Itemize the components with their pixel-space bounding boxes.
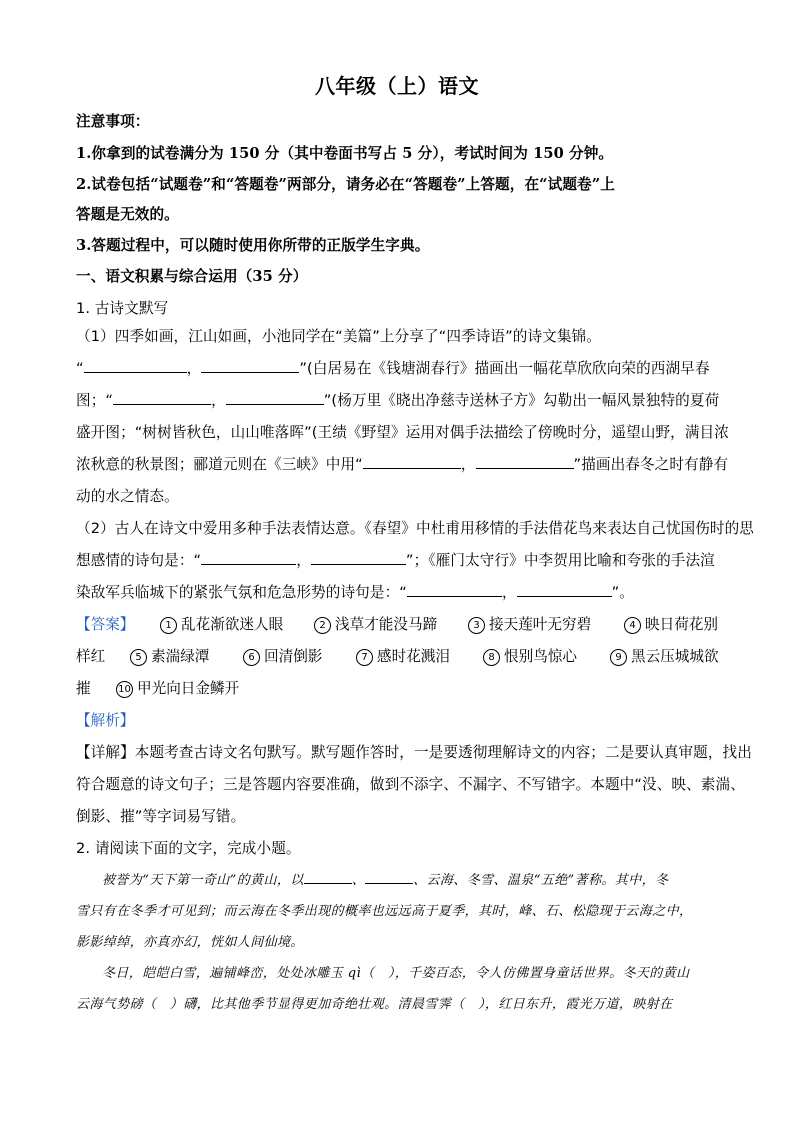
circled-number-icon: 7 — [356, 649, 373, 666]
text-fragment: 、 — [351, 873, 366, 888]
text-fragment: 想感情的诗句是：“ — [76, 552, 202, 569]
answer-blank[interactable] — [226, 391, 324, 405]
text-fragment: 、云海、冬雪、温泉“五绝”著称。其中，冬 — [413, 873, 669, 888]
text-fragment: 被誉为“天下第一奇山”的黄山，以 — [102, 873, 304, 888]
text-fragment: ， — [211, 392, 226, 409]
circled-number-icon: 4 — [624, 617, 641, 634]
detail-line-3: 倒影、摧”等字词易写错。 — [76, 808, 246, 825]
text-fragment: ， — [501, 584, 517, 601]
text-fragment: “ — [76, 360, 84, 377]
answer-text: 接天莲叶无穷碧 — [489, 616, 592, 633]
answer-blank[interactable] — [365, 872, 413, 884]
answer-text: 映日荷花别 — [645, 616, 718, 633]
question-1-part-2-line-2 — [76, 549, 715, 570]
circled-number-icon: 1 — [160, 617, 177, 634]
passage-line-1 — [102, 869, 668, 888]
answer-blank[interactable] — [363, 455, 461, 469]
answer-text: 素湍绿潭 — [151, 648, 210, 665]
circled-number-icon: 9 — [610, 649, 627, 666]
text-fragment: ”描画出春冬之时有静有 — [573, 456, 729, 473]
answer-item — [160, 613, 283, 634]
answer-blank[interactable] — [311, 551, 406, 565]
answer-text: 感时花溅泪 — [377, 648, 450, 665]
text-fragment: ”。 — [611, 584, 634, 601]
answer-blank[interactable] — [201, 359, 299, 373]
answer-text: 甲光向日金鳞开 — [137, 680, 240, 697]
question-1-line-4: 盛开图；“树树皆秋色，山山唯落晖”(王绩《野望》运用对偶手法描绘了傍晚时分，遥望山野，满目浓 — [76, 424, 729, 441]
text-fragment: ”(白居易在《钱塘湖春行》描画出一幅花草欣欣向荣的西湖早春 — [299, 360, 710, 377]
answer-text: 乱花渐欲迷人眼 — [181, 616, 284, 633]
question-1-part-2: （2）古人在诗文中爱用多种手法表情达意。《春望》中杜甫用移情的手法借花鸟来表达自己忧国伤时的思 — [76, 520, 755, 537]
text-fragment: 浓秋意的秋景图；郦道元则在《三峡》中用“ — [76, 456, 363, 473]
circled-number-icon: 6 — [243, 649, 260, 666]
answer-text: 恨别鸟惊心 — [504, 648, 577, 665]
question-1-title: 1. 古诗文默写 — [76, 300, 169, 317]
notice-item-1: 1.你拿到的试卷满分为 150 分（其中卷面书写占 5 分），考试时间为 150 分钟。 — [76, 145, 614, 162]
answer-item — [610, 645, 719, 666]
answer-text: 黑云压城城欲 — [631, 648, 719, 665]
text-fragment: ”(杨万里《晓出净慈寺送林子方》勾勒出一幅风景独特的夏荷 — [323, 392, 720, 409]
circled-number-icon: 5 — [130, 649, 147, 666]
notice-item-2-cont: 答题是无效的。 — [76, 206, 179, 223]
answer-blank[interactable] — [476, 455, 574, 469]
detail-line-2: 符合题意的诗文句子；三是答题内容要准确，做到不添字、不漏字、不写错字。本题中“没、映、素湍、 — [76, 776, 745, 793]
passage-line-4: 冬日，皑皑白雪，遍铺峰峦，处处冰雕玉 qì（ ），千姿百态，令人仿佛置身童话世界。冬天的黄山 — [102, 966, 690, 981]
answer-blank[interactable] — [84, 359, 187, 373]
answer-item — [116, 677, 239, 698]
answer-item — [356, 645, 450, 666]
detail-label: 【详解】 — [76, 744, 135, 761]
answer-blank[interactable] — [517, 583, 612, 597]
answer-text: 回清倒影 — [264, 648, 323, 665]
question-1-part-1: （1）四季如画，江山如画，小池同学在“美篇”上分享了“四季诗语”的诗文集锦。 — [76, 328, 601, 345]
question-2-title: 2. 请阅读下面的文字，完成小题。 — [76, 840, 301, 857]
notice-item-3: 3.答题过程中，可以随时使用你所带的正版学生字典。 — [76, 237, 430, 254]
answer-item — [624, 613, 718, 634]
section-heading: 一、语文积累与综合运用（35 分） — [76, 268, 308, 285]
passage-line-2: 雪只有在冬季才可见到；而云海在冬季出现的概率也远远高于夏季，其时，峰、石、松隐现于云海之中， — [76, 904, 693, 919]
text-fragment: ， — [186, 360, 202, 377]
circled-number-icon: 3 — [468, 617, 485, 634]
text-fragment: 染敌军兵临城下的紧张气氛和危急形势的诗句是：“ — [76, 584, 407, 601]
text-fragment: ， — [460, 456, 476, 473]
answer-item — [314, 613, 437, 634]
detail-text: 本题考查古诗文名句默写。默写题作答时，一是要透彻理解诗文的内容；二是要认真审题，找出 — [134, 744, 752, 761]
circled-number-icon: 8 — [483, 649, 500, 666]
text-fragment: ”；《雁门太守行》中李贺用比喻和夸张的手法渲 — [405, 552, 715, 569]
passage-line-5: 云海气势磅（ ）礴，比其他季节显得更加奇绝壮观。清晨雪霁（ ），红日东升，霞光万道，映射在 — [76, 997, 673, 1012]
circled-number-icon: 10 — [116, 681, 133, 698]
answer-blank[interactable] — [304, 872, 352, 884]
detail-line-1 — [76, 741, 752, 762]
answer-blank[interactable] — [407, 583, 502, 597]
question-1-line-3 — [76, 389, 719, 410]
answer-text-continued: 样红 — [76, 648, 106, 665]
analysis-label: 【解析】 — [76, 712, 135, 729]
answer-item — [130, 645, 209, 666]
question-1-line-5 — [76, 453, 728, 474]
answer-text: 浅草才能没马蹄 — [335, 616, 438, 633]
question-1-line-2 — [76, 357, 710, 378]
answer-item — [468, 613, 591, 634]
text-fragment: ， — [296, 552, 311, 569]
answer-item — [483, 645, 577, 666]
answer-blank[interactable] — [201, 551, 296, 565]
circled-number-icon: 2 — [314, 617, 331, 634]
answer-item — [243, 645, 322, 666]
answer-text-continued: 摧 — [76, 680, 91, 697]
question-1-part-2-line-3 — [76, 581, 634, 602]
page-title: 八年级（上）语文 — [315, 74, 479, 98]
notice-heading: 注意事项： — [76, 113, 150, 130]
answer-label: 【答案】 — [76, 616, 135, 633]
text-fragment: 图；“ — [76, 392, 114, 409]
notice-item-2: 2.试卷包括“试题卷”和“答题卷”两部分，请务必在“答题卷”上答题，在“试题卷”上 — [76, 176, 615, 193]
answer-blank[interactable] — [113, 391, 211, 405]
passage-line-3: 影影绰绰，亦真亦幻，恍如人间仙境。 — [76, 935, 304, 950]
question-1-line-6: 动的水之情态。 — [76, 488, 179, 505]
